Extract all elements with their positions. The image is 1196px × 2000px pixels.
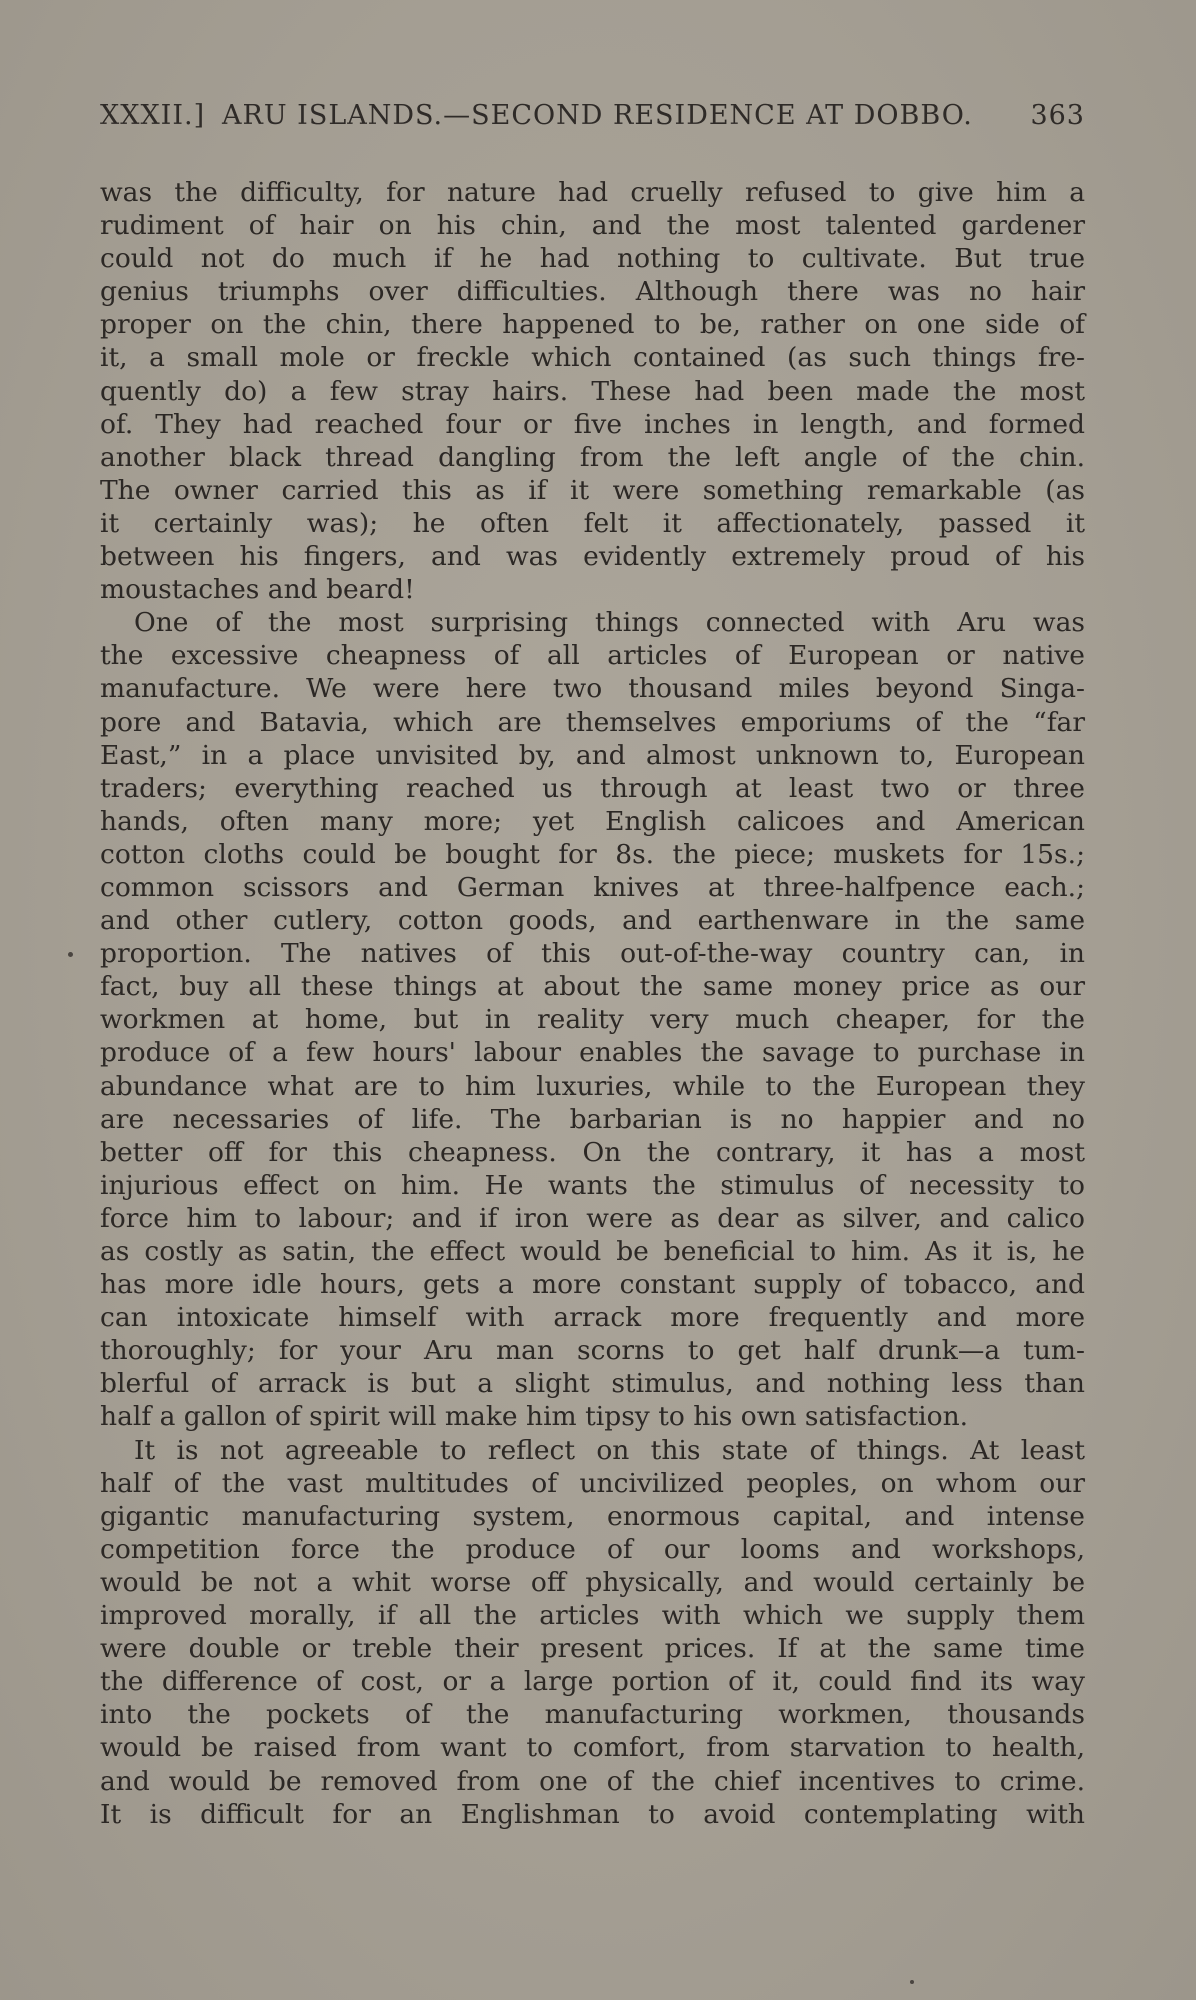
text-line: are necessaries of life. The barbarian is no happier and no xyxy=(100,1103,1085,1135)
text-line: The owner carried this as if it were something remarkable (as xyxy=(100,474,1085,506)
text-line: the excessive cheapness of all articles of European or native xyxy=(100,640,1085,672)
text-line: competition force the produce of our looms and workshops, xyxy=(100,1533,1085,1565)
page-number: 363 xyxy=(1030,100,1085,131)
text-line: another black thread dangling from the left angle of the chin. xyxy=(100,441,1085,473)
text-line: into the pockets of the manufacturing workmen, thousands xyxy=(100,1699,1085,1731)
text-line: proportion. The natives of this out-of-the-way country can, in xyxy=(100,938,1085,970)
text-line: half a gallon of spirit will make him tipsy to his own satisfaction. xyxy=(100,1401,969,1433)
text-line: pore and Batavia, which are themselves emporiums of the “far xyxy=(100,706,1085,738)
text-line: and would be removed from one of the chief incentives to crime. xyxy=(100,1765,1085,1797)
text-line: and other cutlery, cotton goods, and earthenware in the same xyxy=(100,905,1085,937)
text-line: half of the vast multitudes of uncivilized peoples, on whom our xyxy=(100,1467,1085,1499)
text-line: blerful of arrack is but a slight stimulus, and nothing less than xyxy=(100,1368,1085,1400)
ink-speck xyxy=(910,1980,914,1984)
text-line: produce of a few hours' labour enables the savage to purchase in xyxy=(100,1037,1085,1069)
text-line: between his fingers, and was evidently extremely proud of his xyxy=(100,541,1085,573)
text-line: gigantic manufacturing system, enormous capital, and intense xyxy=(100,1500,1085,1532)
text-line: moustaches and beard! xyxy=(100,574,415,606)
text-line: rudiment of hair on his chin, and the most talented gardener xyxy=(100,210,1085,242)
text-line: can intoxicate himself with arrack more frequently and more xyxy=(100,1302,1085,1334)
text-line: it, a small mole or freckle which contained (as such things fre- xyxy=(100,342,1085,374)
text-line: could not do much if he had nothing to cultivate. But true xyxy=(100,243,1085,275)
text-line: were double or treble their present prices. If at the same time xyxy=(100,1633,1085,1665)
text-line: was the difficulty, for nature had cruelly refused to give him a xyxy=(100,177,1085,208)
paragraph-start-line: It is not agreeable to reflect on this state of things. At least xyxy=(134,1434,1085,1466)
text-line: it certainly was); he often felt it affectionately, passed it xyxy=(100,507,1085,539)
text-line: as costly as satin, the effect would be beneficial to him. As it is, he xyxy=(100,1236,1085,1267)
text-line: would be not a whit worse off physically, and would certainly be xyxy=(100,1566,1085,1598)
text-line: hands, often many more; yet English calicoes and American xyxy=(100,805,1085,837)
margin-speck xyxy=(68,952,73,957)
text-line: fact, buy all these things at about the same money price as our xyxy=(100,971,1085,1003)
text-line: force him to labour; and if iron were as dear as silver, and calico xyxy=(100,1202,1085,1234)
chapter-number: XXXII.] xyxy=(100,100,206,131)
text-line: thoroughly; for your Aru man scorns to get half drunk—a tum- xyxy=(100,1335,1085,1367)
text-line: cotton cloths could be bought for 8s. the piece; muskets for 15s.; xyxy=(100,838,1085,870)
text-line: would be raised from want to comfort, from starvation to health, xyxy=(100,1732,1085,1764)
text-line: manufacture. We were here two thousand miles beyond Singa- xyxy=(100,673,1085,705)
text-line: of. They had reached four or five inches in length, and formed xyxy=(100,408,1085,440)
text-line: genius triumphs over difficulties. Although there was no hair xyxy=(100,276,1085,308)
text-line: common scissors and German knives at three-halfpence each.; xyxy=(100,871,1085,903)
running-header xyxy=(100,100,1085,140)
text-line: abundance what are to him luxuries, while to the European they xyxy=(100,1070,1085,1102)
text-line: proper on the chin, there happened to be, rather on one side of xyxy=(100,309,1085,341)
paragraph-start-line: One of the most surprising things connected with Aru was xyxy=(134,607,1085,639)
text-line: improved morally, if all the articles with which we supply them xyxy=(100,1600,1085,1632)
text-line: better off for this cheapness. On the contrary, it has a most xyxy=(100,1136,1085,1168)
text-line: East,” in a place unvisited by, and almost unknown to, European xyxy=(100,739,1085,771)
running-title: ARU ISLANDS.—SECOND RESIDENCE AT DOBBO. xyxy=(222,100,973,131)
body-text xyxy=(100,176,1085,1831)
text-line: the difference of cost, or a large portion of it, could find its way xyxy=(100,1666,1085,1698)
text-line: injurious effect on him. He wants the stimulus of necessity to xyxy=(100,1169,1085,1201)
text-line: workmen at home, but in reality very much cheaper, for the xyxy=(100,1004,1085,1036)
text-line: traders; everything reached us through at least two or three xyxy=(100,772,1085,804)
text-line: It is difficult for an Englishman to avoid contemplating with xyxy=(100,1798,1085,1830)
text-line: quently do) a few stray hairs. These had been made the most xyxy=(100,375,1085,407)
text-line: has more idle hours, gets a more constant supply of tobacco, and xyxy=(100,1269,1085,1301)
